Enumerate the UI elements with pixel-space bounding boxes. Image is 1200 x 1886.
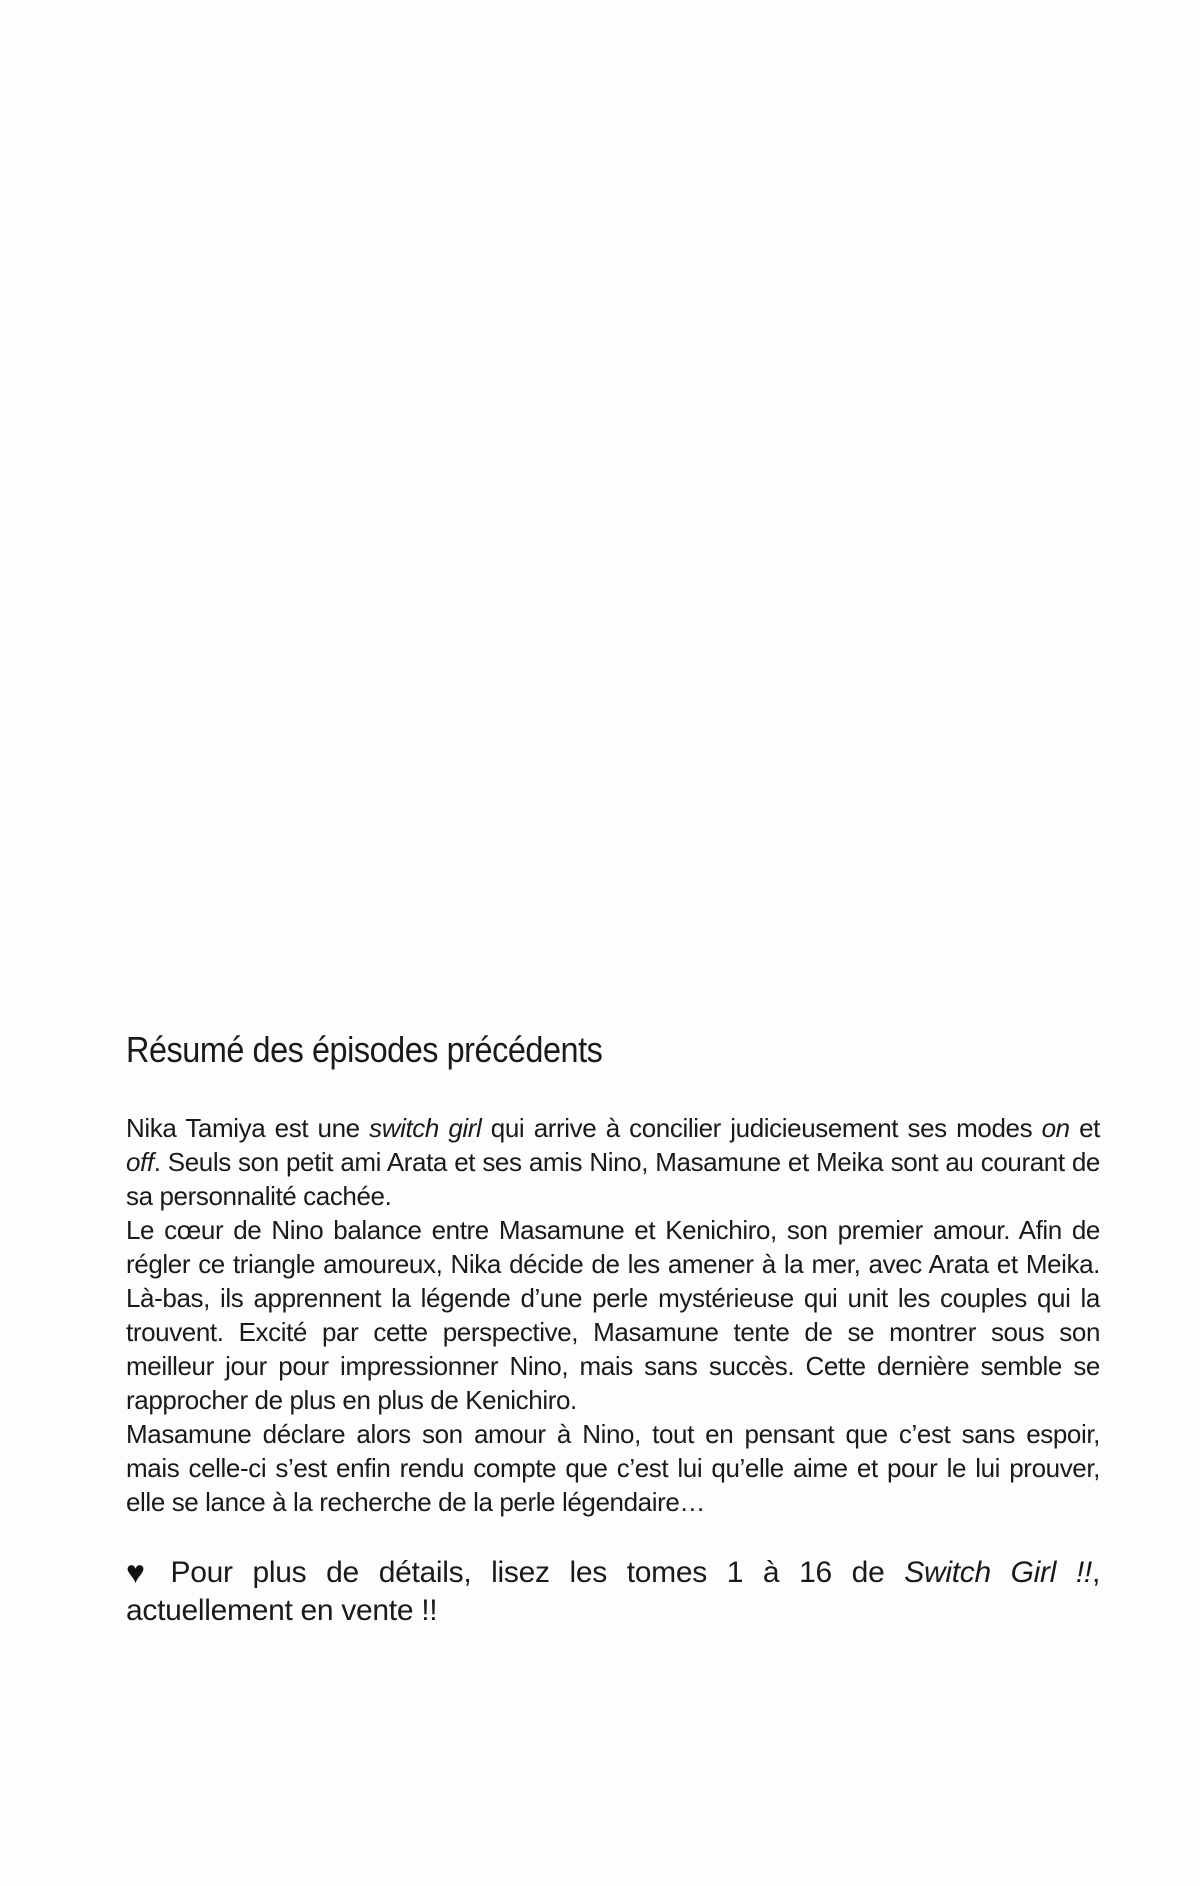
footer-series-title: Switch Girl !! <box>904 1556 1092 1590</box>
heart-icon: ♥ <box>126 1554 145 1591</box>
summary-page <box>126 1028 1100 1630</box>
p1-text-e: et <box>1069 1113 1101 1144</box>
footer-text-a: Pour plus de détails, lisez les tomes 1 à 16 de <box>170 1556 905 1590</box>
page-title: Résumé des épisodes précédents <box>126 1029 603 1070</box>
summary-paragraph-1 <box>126 1111 1100 1213</box>
p1-text-g: . Seuls son petit ami Arata et ses amis Nino, Masamune et Meika sont au courant de sa personnalité cachée. <box>126 1147 1100 1212</box>
summary-paragraph-2: Le cœur de Nino balance entre Masamune et Kenichiro, son premier amour. Afin de régler ce triangle amoureux, Nika décide de les amener à la mer, avec Arata et Meika. Là-bas, ils apprennent la légende d’une perle mystérieuse qui unit les couples qui la trouvent. Excité par cette perspective, Masamune tente de se montrer sous son meilleur jour pour impressionner Nino, mais sans succès. Cette dernière semble se rapprocher de plus en plus de Kenichiro. <box>126 1215 1100 1416</box>
footer-note <box>126 1553 1100 1630</box>
summary-body <box>126 1111 1100 1519</box>
footer-text-c: , actuellement en vente !! <box>126 1556 1101 1628</box>
p1-term-switch-girl: switch girl <box>369 1113 482 1144</box>
p1-term-on: on <box>1041 1113 1070 1144</box>
p1-term-off: off <box>126 1147 154 1178</box>
p1-text-c: qui arrive à concilier judicieusement ses modes <box>481 1113 1042 1144</box>
p1-text-a: Nika Tamiya est une <box>126 1113 370 1144</box>
summary-paragraph-3: Masamune déclare alors son amour à Nino, tout en pensant que c’est sans espoir, mais celle-ci s’est enfin rendu compte que c’est lui qu’elle aime et pour le lui prouver, elle se lance à la recherche de la perle légendaire… <box>126 1419 1100 1518</box>
